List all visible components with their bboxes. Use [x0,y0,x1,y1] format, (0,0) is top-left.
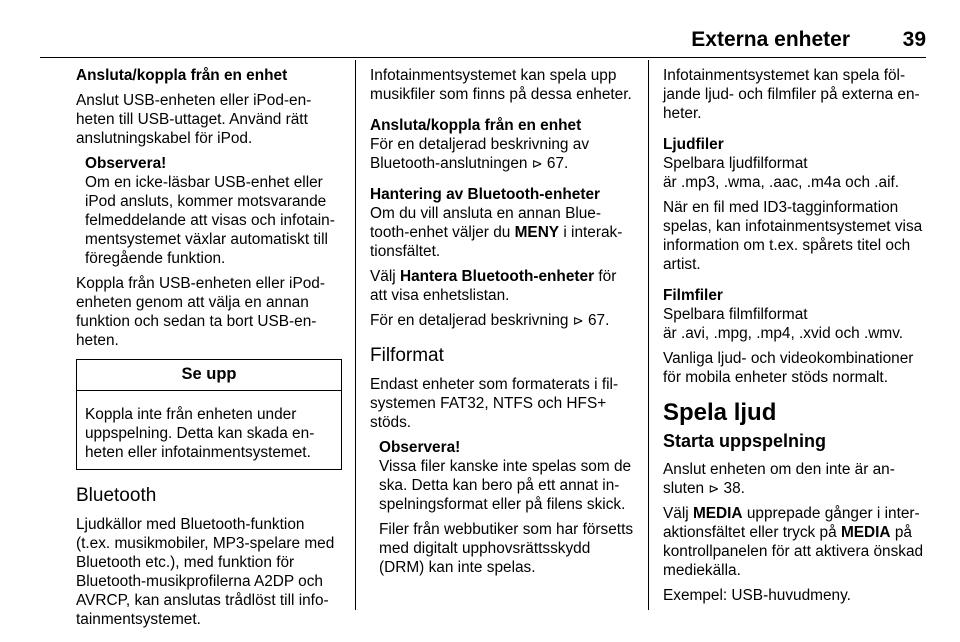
text-run: upprepade gånger i interaktionsfältet eller tryck på [663,505,920,541]
column-1 [76,66,342,635]
paragraph [370,311,634,330]
note-title: Observera! [379,439,461,456]
text-run: För en detaljerad beskrivning [370,312,569,329]
paragraph: Exempel: USB-huvudmeny. [663,587,851,604]
column-3 [663,66,929,611]
section-heading: Filmfiler [663,287,723,304]
paragraph [663,504,929,580]
column-2 [370,66,634,583]
paragraph: Ljudkällor med Bluetooth-funktion (t.ex. musikmobiler, MP3-spelare med Bluetooth etc.), med funktion för Bluetooth-musikprofilerna A2DP och AVRCP, kan anslutas trådlöst till infotainmentsystemet. [76,516,335,628]
section-heading: Filformat [370,345,444,366]
note-text: Vissa filer kanske inte spelas som de ska. Detta kan bero på ett annat inspelningsformat eller på filens skick. [379,458,632,513]
page-reference[interactable]: 38. [723,480,745,497]
note-title: Observera! [85,155,167,172]
page-reference[interactable]: 67. [587,312,610,329]
text-line: Spelbara filmfilformat [663,306,808,323]
button-label: MEDIA [840,524,891,541]
text-run: För en detaljerad beskrivning av Bluetooth-anslutningen [370,136,590,172]
caution-box [76,359,342,470]
reference-arrow-icon: ⊳ [708,481,720,496]
menu-label: Hantera Bluetooth-enheter [399,268,595,285]
reference-arrow-icon: ⊳ [572,313,584,328]
page-number: 39 [902,28,926,51]
reference-arrow-icon: ⊳ [531,156,543,171]
text-line: Spelbara ljudfilformat [663,155,808,172]
page-reference[interactable]: 67. [546,155,569,172]
paragraph [663,460,929,498]
section-heading: Starta uppspelning [663,431,827,451]
caution-title: Se upp [77,360,341,391]
text-run: Välj [370,268,396,285]
text-line: är .avi, .mpg, .mp4, .xvid och .wmv. [663,325,904,342]
column-divider [355,60,356,610]
text-run: i interaktionsfältet. [370,224,623,260]
page-header [40,28,926,54]
section-heading: Ansluta/koppla från en enhet [370,117,582,134]
paragraph: Endast enheter som formaterats i filsystemen FAT32, NTFS och HFS+ stöds. [370,376,619,431]
note-text: Filer från webbutiker som har försetts med digitalt upphovsrättsskydd (DRM) kan inte spelas. [379,521,634,576]
text-run: Anslut enheten om den inte är ansluten [663,461,895,497]
section-heading: Hantering av Bluetooth-enheter [370,186,601,203]
page-title: Externa enheter [691,28,850,51]
paragraph [370,135,634,173]
section-heading: Ansluta/koppla från en enhet [76,67,288,84]
button-label: MEDIA [692,505,743,522]
paragraph: Anslut USB-enheten eller iPod-enheten till USB-uttaget. Använd rätt anslutningskabel för iPod. [76,92,312,147]
note-block [85,154,342,268]
paragraph: Infotainmentsystemet kan spela följande ljud- och filmfiler på externa enheter. [663,67,920,122]
text-line: är .mp3, .wma, .aac, .m4a och .aif. [663,174,900,191]
note-text: Om en icke-läsbar USB-enhet eller iPod ansluts, kommer motsvarande felmeddelande att visas och infotainmentsystemet växlar automatiskt till föregående funktion. [85,174,335,267]
paragraph [370,267,634,305]
note-block [379,438,634,577]
header-rule [40,57,926,58]
paragraph [370,204,634,261]
paragraph: Koppla från USB-enheten eller iPod-enheten genom att välja en annan funktion och sedan ta bort USB-enheten. [76,275,325,349]
paragraph: Infotainmentsystemet kan spela upp musikfiler som finns på dessa enheter. [370,67,632,103]
chapter-heading: Spela ljud [663,399,777,426]
menu-label: MENY [514,224,560,241]
text-run: för att visa enhetslistan. [370,268,617,304]
section-heading: Bluetooth [76,485,157,506]
text-run: Välj [663,505,689,522]
caution-text: Koppla inte från enheten under uppspelning. Detta kan skada enheten eller infotainmentsystemet. [85,406,315,461]
column-divider [648,60,649,610]
text-run: Om du vill ansluta en annan Bluetooth-enhet väljer du [370,205,602,241]
paragraph: När en fil med ID3-tagginformation spelas, kan infotainmentsystemet visa information om t.ex. spårets titel och artist. [663,199,923,273]
section-heading: Ljudfiler [663,136,724,153]
text-run: på kontrollpanelen för att aktivera önskad mediekälla. [663,524,924,579]
paragraph: Vanliga ljud- och videokombinationer för mobila enheter stöds normalt. [663,350,914,386]
